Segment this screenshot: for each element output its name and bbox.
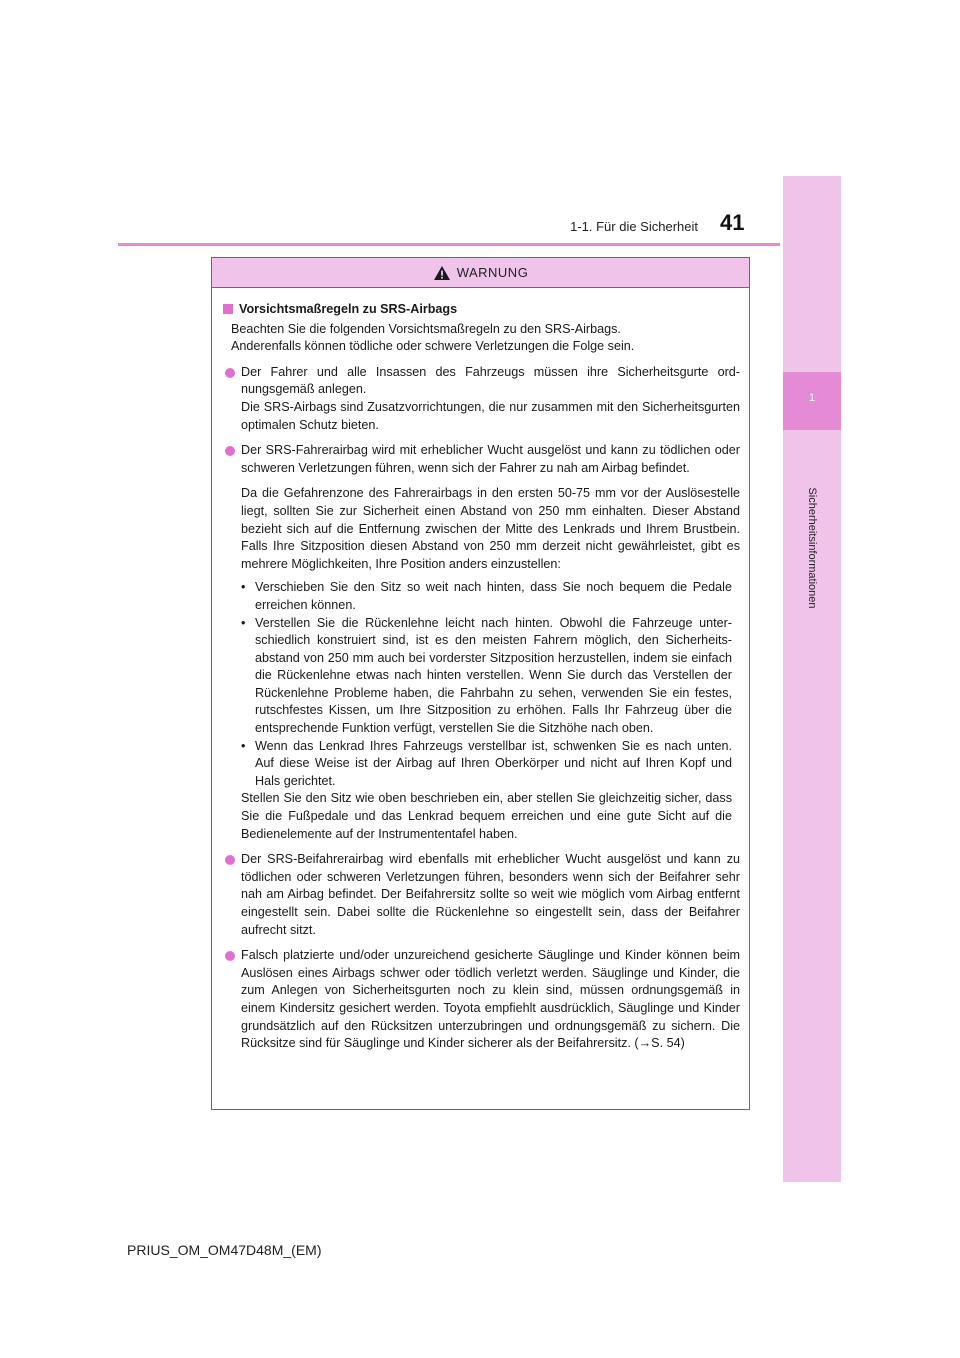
intro-text bbox=[223, 321, 740, 356]
circle-bullet-icon bbox=[225, 951, 235, 961]
chapter-tab-number: 1 bbox=[808, 392, 816, 404]
circle-bullet-icon bbox=[225, 446, 235, 456]
subhead-text: Vorsichtsmaßregeln zu SRS-Airbags bbox=[239, 302, 458, 316]
page-number: 41 bbox=[720, 210, 745, 235]
warning-header bbox=[212, 258, 749, 288]
bullet-1b-text: Die SRS-Airbags sind Zusatzvorrichtungen, die nur zusammen mit den Sicherheitsgurten optimalen Schutz bieten. bbox=[241, 399, 740, 432]
bullet-2-paragraph: Da die Gefahrenzone des Fahrerairbags in den ersten 50-75 mm vor der Auslösestelle liegt, sollten Sie zur Sicherheit einen Abstand von 250 mm einhalten. Dieser Abstand bezieht sich auf die Entfernung zwischen der Mitte des Lenkrads und Ihrem Brustbein. Falls Ihre Sitzposition diesen Abstand von 250 mm derzeit nicht gewährleistet, gibt es mehrere Möglichkeiten, Ihre Position anders einzustellen: bbox=[241, 486, 740, 571]
chapter-side-tab bbox=[783, 176, 841, 1182]
list-item bbox=[223, 442, 740, 477]
header-rule bbox=[118, 243, 780, 246]
warning-triangle-icon bbox=[433, 265, 451, 281]
section-title: 1-1. Für die Sicherheit bbox=[570, 219, 698, 234]
sub-item-3-text: Wenn das Lenkrad Ihres Fahrzeugs verstellbar ist, schwenken Sie es nach unten. Auf diese Weise ist der Airbag auf Ihren Oberkörper und nicht auf Ihren Kopf und Hals gerichtet. bbox=[255, 738, 732, 788]
bullet-2-closing: Stellen Sie den Sitz wie oben beschrieben ein, aber stellen Sie gleichzeitig sicher, dass Sie die Fußpedale und das Lenkrad bequem erreichen und eine gute Sicht auf die Bedienelemente auf der Instrumententafel haben. bbox=[241, 791, 732, 841]
dot-marker: • bbox=[241, 738, 246, 753]
bullet-3-text: Der SRS-Beifahrerairbag wird ebenfalls mit erheblicher Wucht ausgelöst und kann zu tödlichen oder schweren Verletzungen führen, besonders wenn sich der Beifahrer sehr nah am Airbag befindet. Der Beifahrersitz sollte so weit wie möglich vom Airbag entfernt eingestellt sein. Dabei sollte die Rückenlehne so eingestellt sein, dass der Beifahrer aufrecht sitzt. bbox=[241, 852, 740, 937]
sub-item-2-text: Verstellen Sie die Rückenlehne leicht nach hinten. Obwohl die Fahrzeuge unterschiedlich konstruiert sind, ist es den meisten Fahrern möglich, den Sicherheitsabstand von 250 mm auch bei vorderster Sitzposition herzustellen, indem sie einfach die Rückenlehne etwas nach hinten verstellen. Wenn Sie durch das Verstellen der Rückenlehne Probleme haben, die Fahrbahn zu sehen, verwenden Sie ein festes, rutschfestes Kissen, um Ihre Sitzposition zu erhöhen. Falls Ihr Fahrzeug über die entsprechende Funktion verfügt, verstellen Sie die Sitzhöhe nach oben. bbox=[255, 615, 732, 736]
dot-marker: • bbox=[241, 580, 246, 595]
intro-line-1: Beachten Sie die folgenden Vorsichtsmaßregeln zu den SRS-Airbags. bbox=[231, 321, 621, 336]
list-item bbox=[223, 851, 740, 939]
intro-line-2: Anderenfalls können tödliche oder schwere Verletzungen die Folge sein. bbox=[231, 339, 635, 354]
sub-list-item bbox=[241, 615, 740, 738]
circle-bullet-icon bbox=[225, 855, 235, 865]
list-item bbox=[223, 947, 740, 1053]
warning-box bbox=[211, 257, 750, 1110]
footer-doc-code: PRIUS_OM_OM47D48M_(EM) bbox=[127, 1242, 322, 1258]
warning-title: WARNUNG bbox=[456, 265, 529, 280]
warning-subhead bbox=[223, 301, 740, 319]
sub-item-1-text: Verschieben Sie den Sitz so weit nach hinten, dass Sie noch bequem die Pedale erreichen können. bbox=[255, 580, 732, 612]
square-bullet-icon bbox=[223, 304, 233, 314]
bullet-4-text: Falsch platzierte und/oder unzureichend gesicherte Säuglinge und Kinder können beim Auslösen eines Airbags schwer oder tödlich verletzt werden. Säuglinge und Kinder, die zum Anlegen von Sicherheitsgurten noch zu klein sind, müssen ordnungsgemäß in einem Kindersitz gesichert werden. Toyota empfiehlt ausdrücklich, Säuglinge und Kinder grundsätzlich auf den Rücksitzen unterzubringen und ordnungsgemäß zu sichern. Die Rücksitze sind für Säuglinge und Kinder sicherer als der Beifahrersitz. (→S. 54) bbox=[241, 948, 740, 1051]
bullet-1a-text: Der Fahrer und alle Insassen des Fahrzeugs müssen ihre Sicherheitsgurte ordnungsgemäß anlegen. bbox=[241, 364, 740, 397]
sub-list bbox=[223, 579, 740, 790]
sub-list-item bbox=[241, 579, 740, 614]
list-item bbox=[223, 364, 740, 434]
dot-marker: • bbox=[241, 615, 246, 630]
chapter-tab-label: Sicherheitsinformationen bbox=[806, 487, 818, 609]
warning-body bbox=[212, 288, 749, 1053]
sub-list-item bbox=[241, 738, 740, 791]
circle-bullet-icon bbox=[225, 368, 235, 378]
bullet-2-text: Der SRS-Fahrerairbag wird mit erheblicher Wucht ausgelöst und kann zu tödlichen oder schweren Verletzungen führen, wenn sich der Fahrer zu nah am Airbag befindet. bbox=[241, 443, 740, 475]
